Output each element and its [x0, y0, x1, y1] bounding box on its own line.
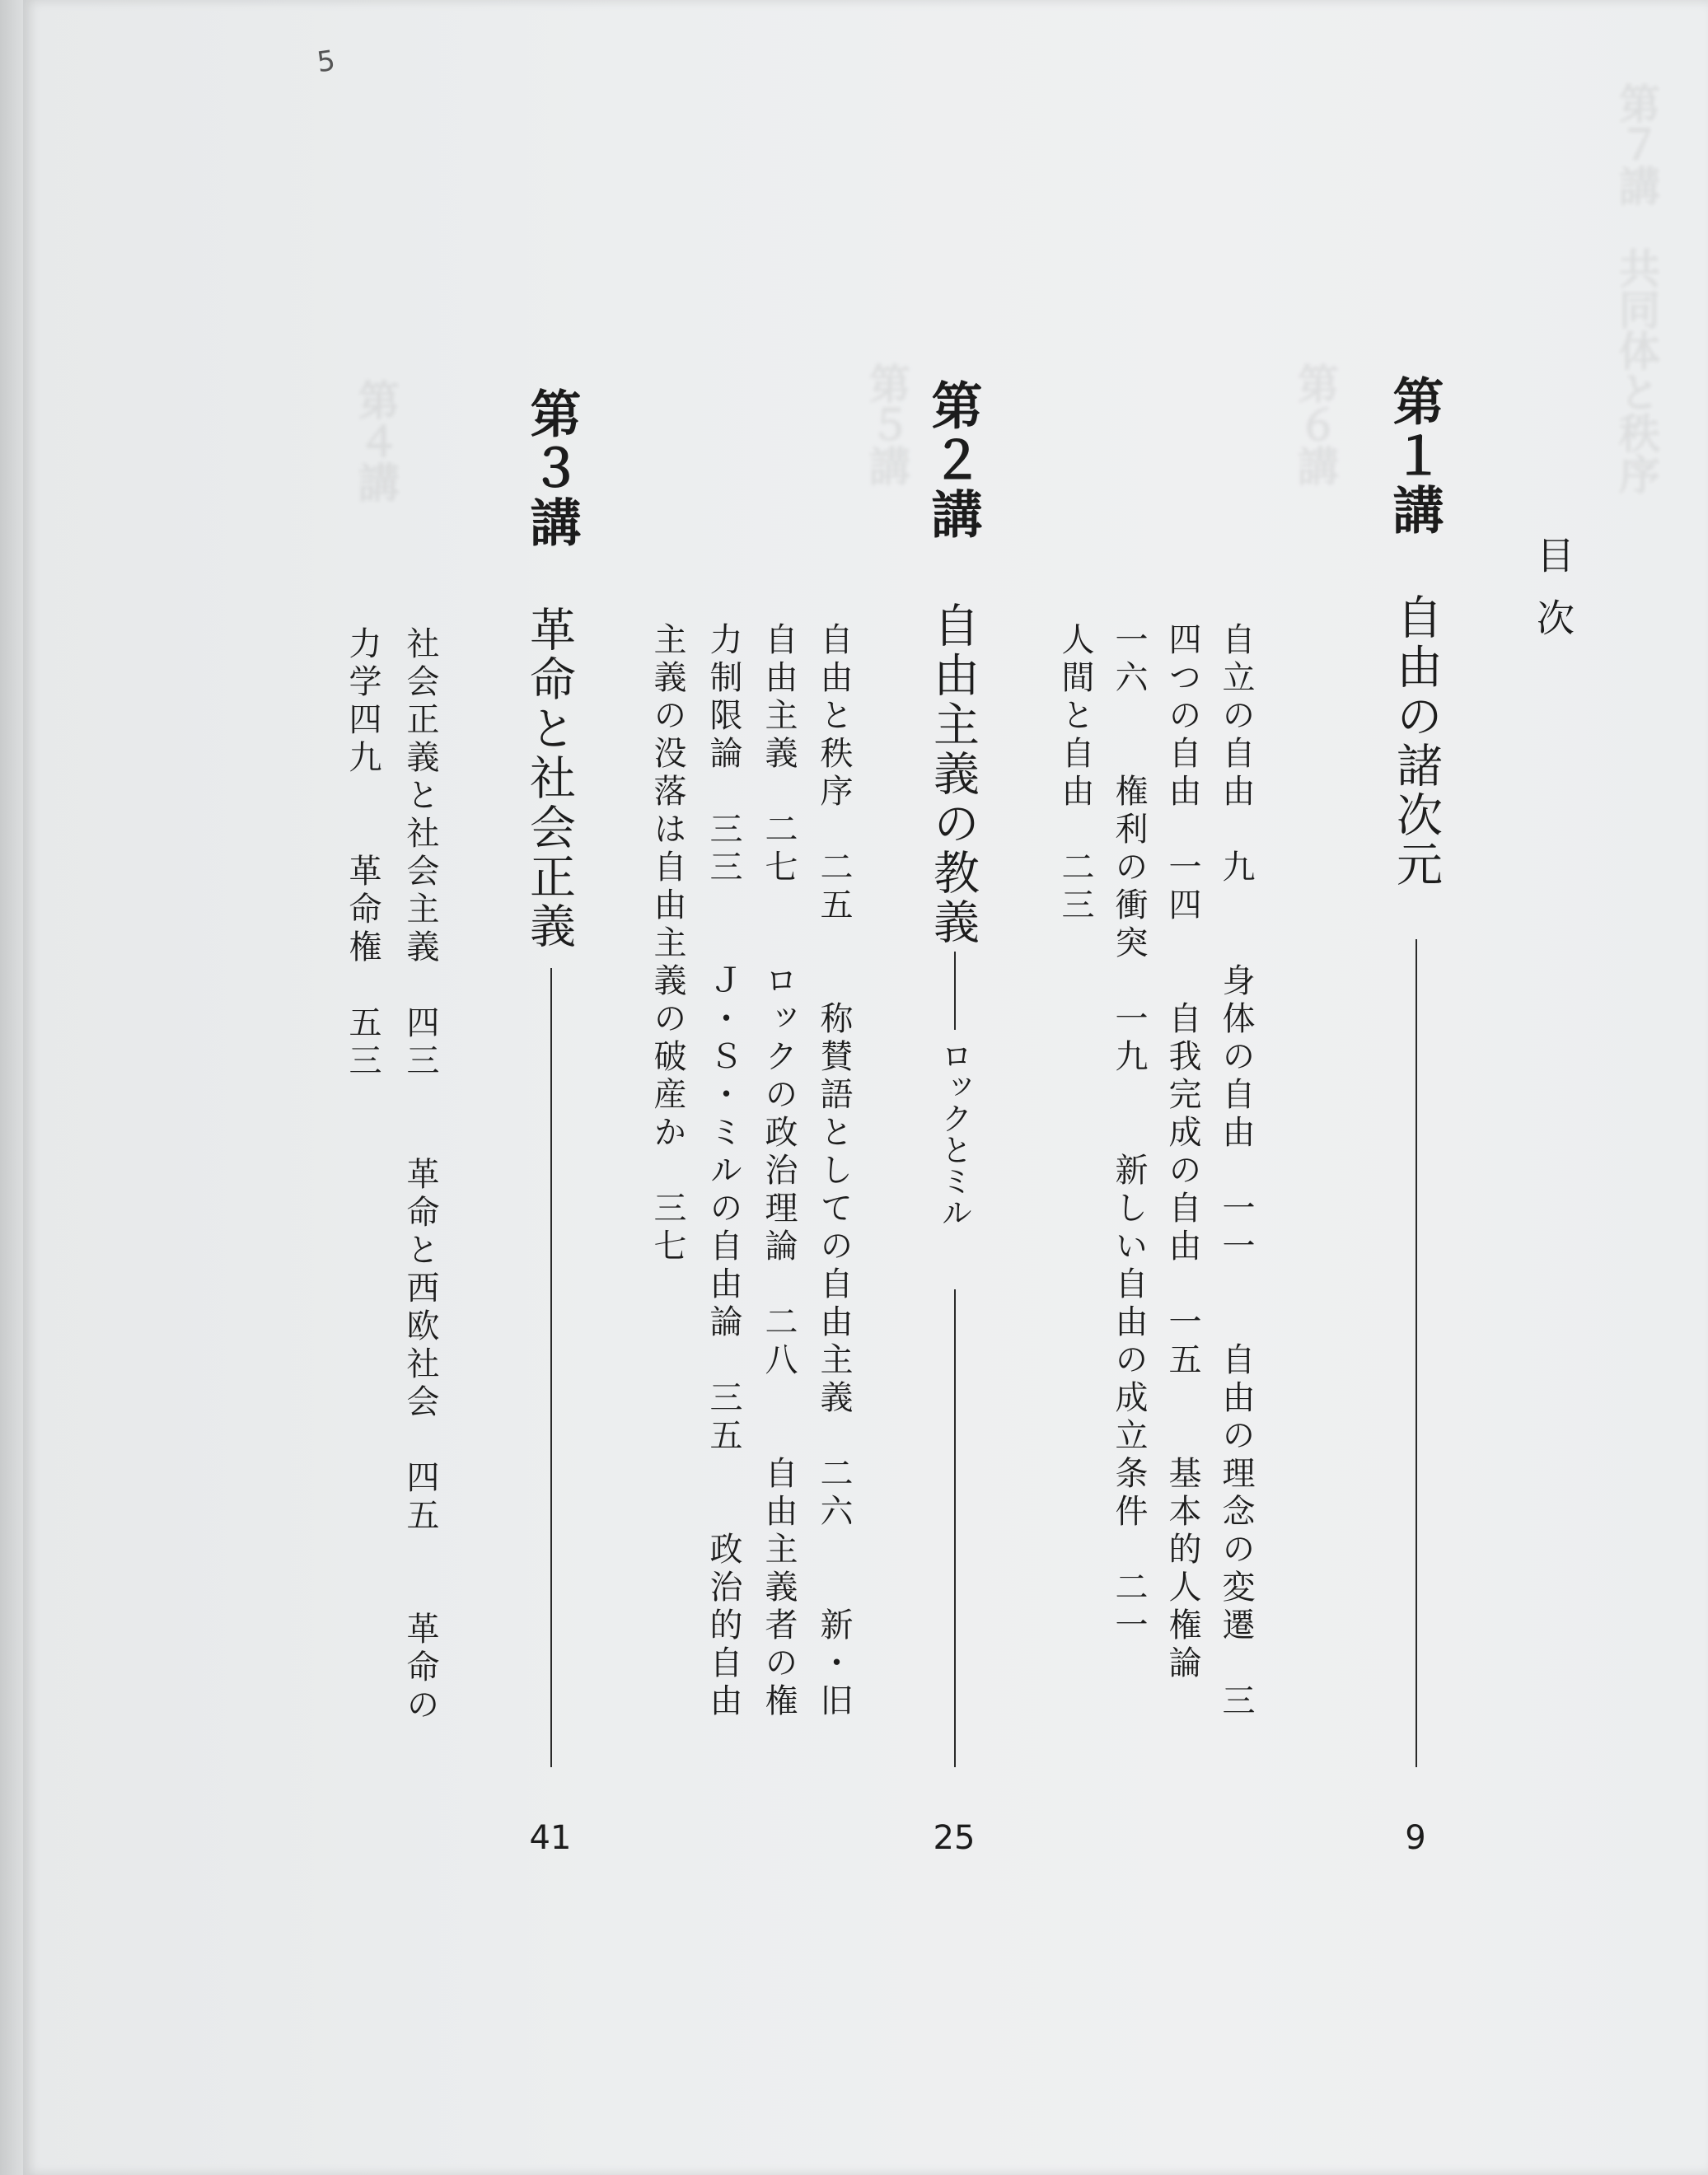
lecture-2-page: 25 [933, 1819, 976, 1857]
lecture-2-entry: 自由主義 二七 ロックの政治理論 二八 自由主義者の権 [760, 622, 798, 1721]
page-edge [0, 0, 23, 2175]
ghost-lecture-5: 第５講 [863, 362, 910, 486]
lecture-1-entry: 四つの自由 一四 自我完成の自由 一五 基本的人権論 [1163, 622, 1201, 1683]
lecture-3-entry: 力学四九 革命権 五三 [344, 626, 381, 1081]
lecture-2-entry: 主義の没落は自由主義の破産か 三七 [648, 622, 686, 1266]
lecture-1-entry: 一六 権利の衝突 一九 新しい自由の成立条件 二一 [1110, 622, 1148, 1645]
lecture-2-rule [954, 952, 956, 1030]
lecture-1-entry: 人間と自由 二三 [1056, 622, 1094, 925]
lecture-2-rule [954, 1289, 956, 1767]
lecture-1-rule [1416, 939, 1417, 1767]
page-title: 目次 [1531, 536, 1575, 661]
lecture-3-page: 41 [529, 1819, 572, 1857]
book-page [23, 0, 1708, 2175]
lecture-1-title: 自由の諸次元 [1389, 593, 1443, 890]
lecture-3-rule [550, 968, 552, 1767]
lecture-2-label: 第２講 [923, 379, 983, 542]
ghost-lecture-7: 第７講 共同体と秩序 [1612, 82, 1660, 494]
lecture-1-entry: 自立の自由 九 身体の自由 一一 自由の理念の変遷 三 [1217, 622, 1255, 1721]
lecture-3-entry: 社会正義と社会主義 四三 革命と西欧社会 四五 革命の [401, 626, 439, 1725]
lecture-2-subtitle: ロックとミル [936, 1040, 972, 1228]
ghost-lecture-6: 第６講 [1291, 362, 1339, 486]
lecture-1-page: 9 [1405, 1819, 1426, 1857]
pencil-mark: 5 [315, 44, 338, 80]
lecture-2-title: 自由主義の教義 [926, 601, 980, 947]
ghost-lecture-4: 第４講 [352, 379, 400, 503]
lecture-3-title: 革命と社会正義 [522, 606, 576, 952]
lecture-2-entry: 自由と秩序 二五 称賛語としての自由主義 二六 新・旧 [815, 622, 853, 1721]
lecture-1-label: 第１講 [1384, 375, 1444, 538]
lecture-2-entry: 力制限論 三三 Ｊ・Ｓ・ミルの自由論 三五 政治的自由 [704, 622, 742, 1721]
lecture-3-label: 第３講 [522, 387, 582, 550]
